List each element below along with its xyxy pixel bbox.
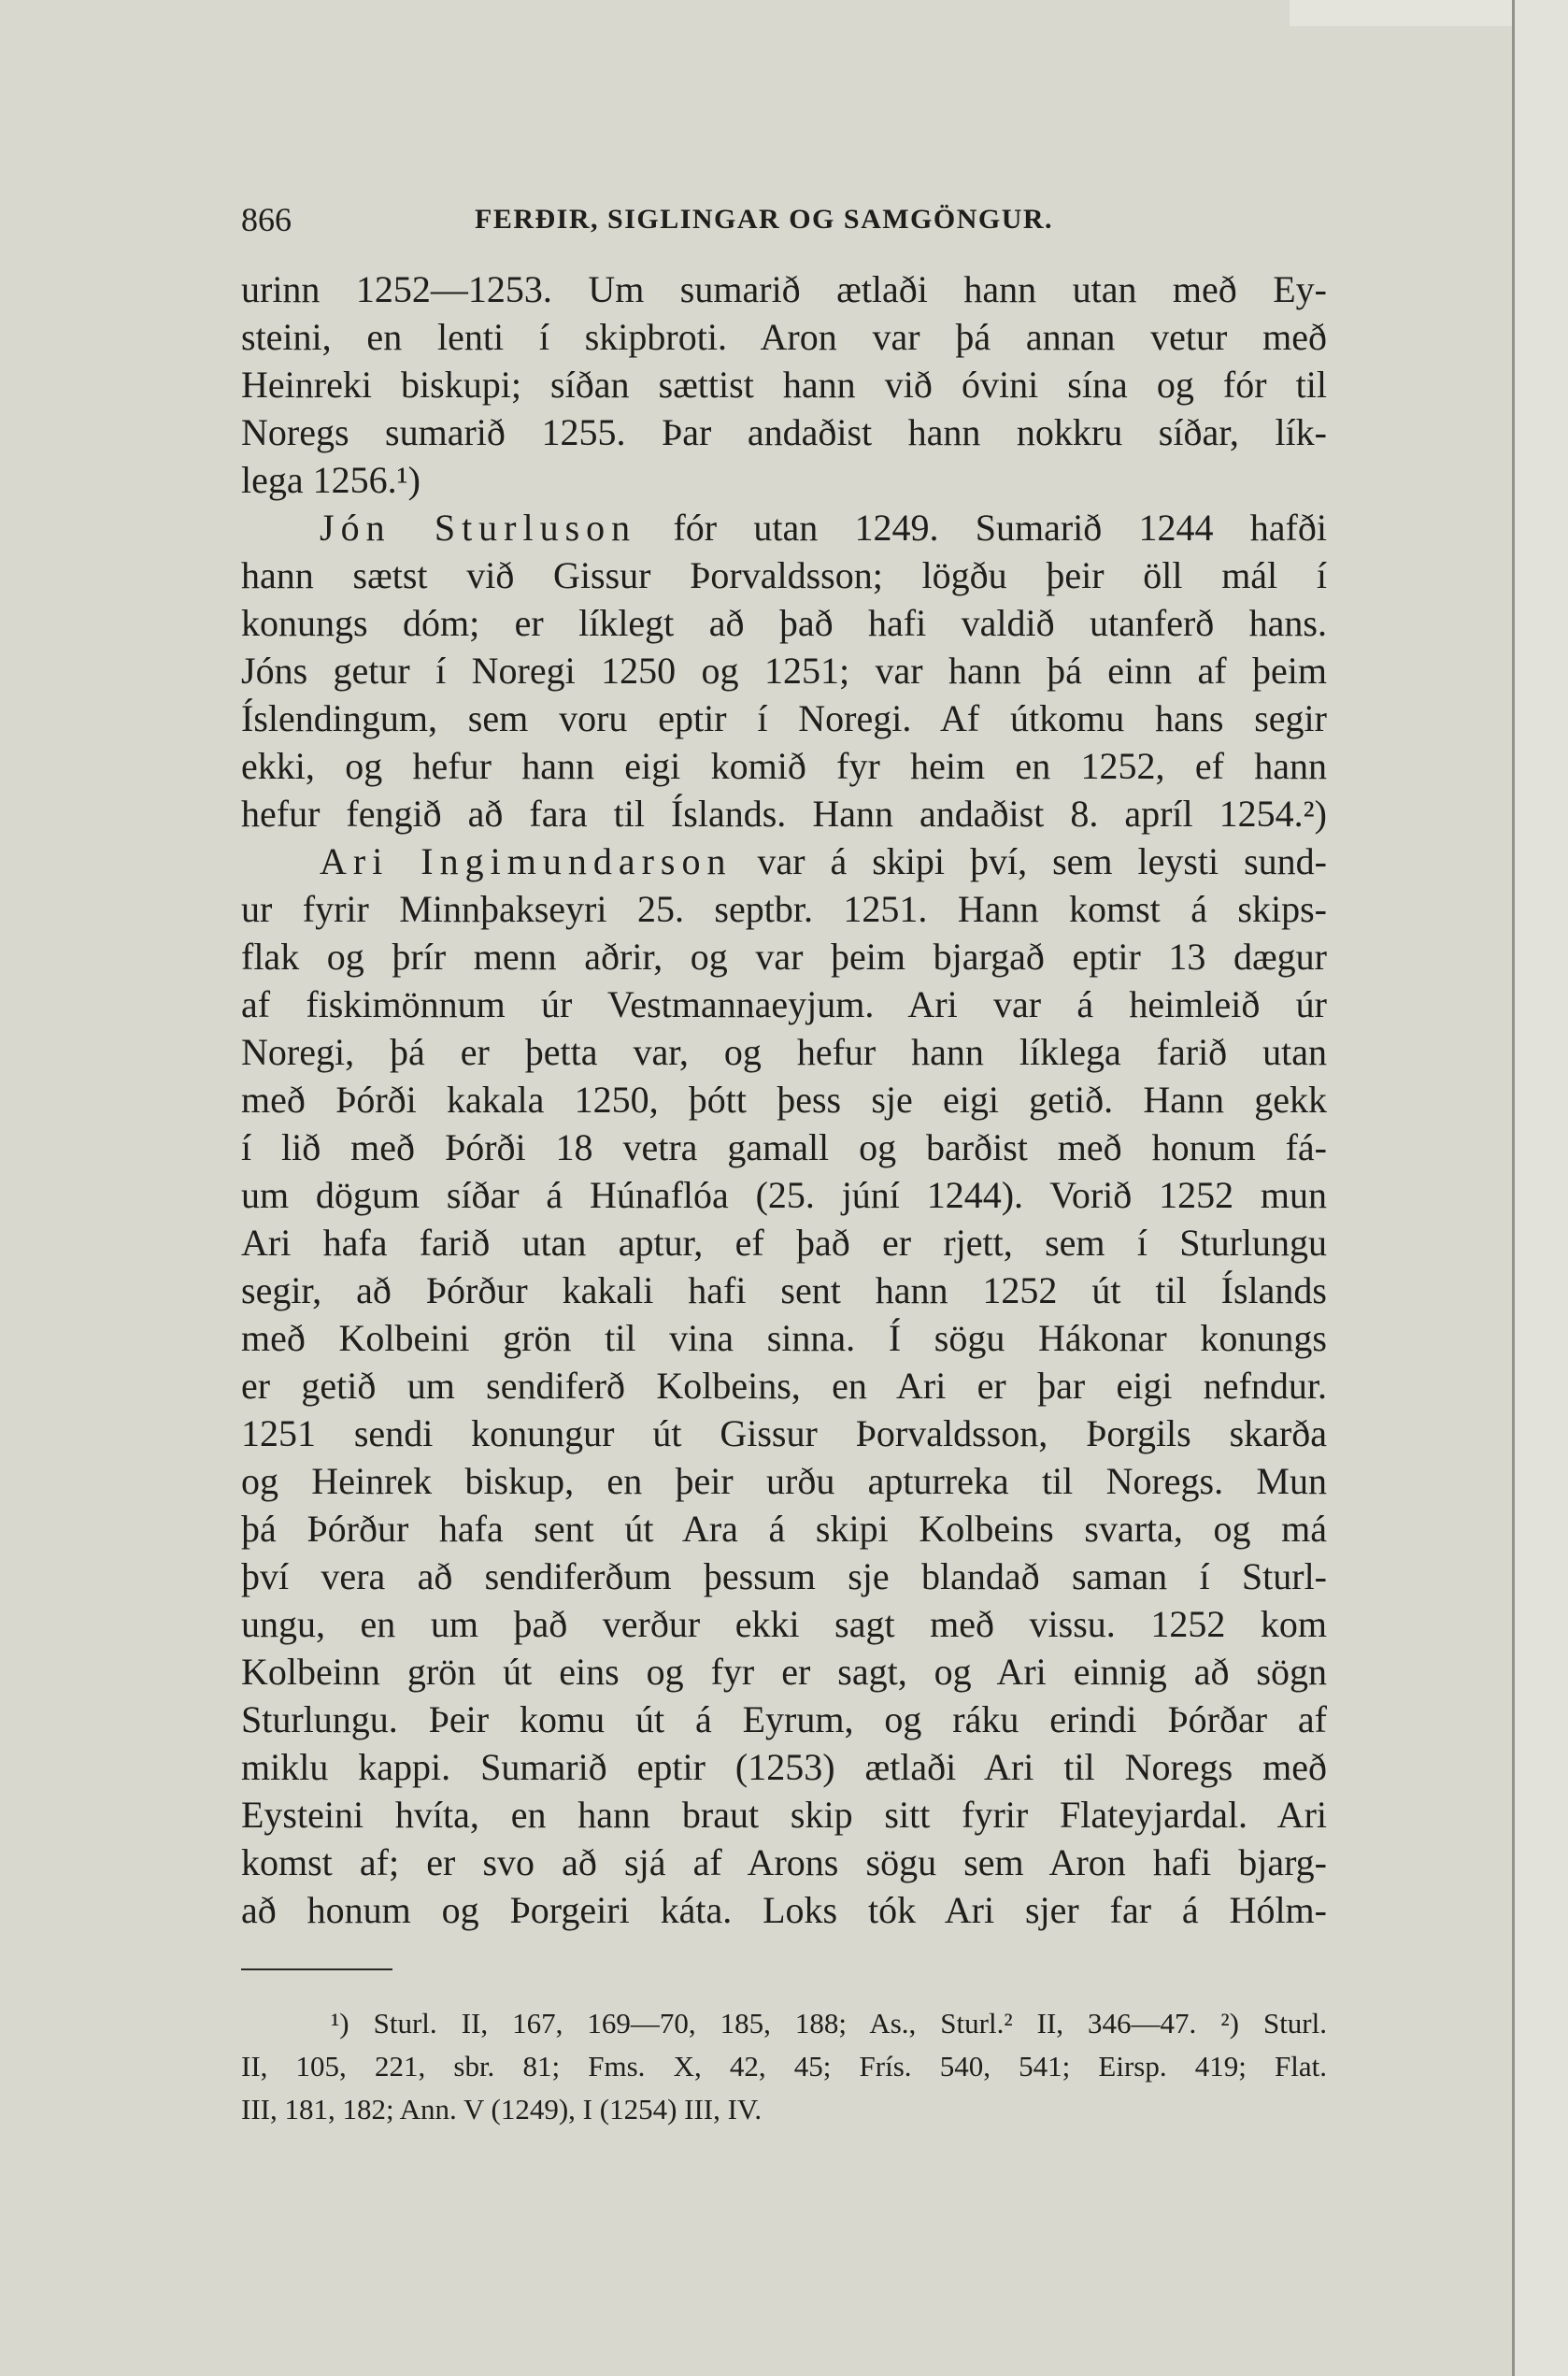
- line-text: ungu, en um það verður ekki sagt með vissu. 1252 kom: [241, 1603, 1327, 1645]
- text-line: [241, 408, 1327, 456]
- text-line: [241, 742, 1327, 790]
- line-text: Ari hafa farið utan aptur, ef það er rjett, sem í Sturlungu: [241, 1222, 1327, 1264]
- text-line: [241, 1696, 1327, 1743]
- page-number: 866: [241, 201, 292, 238]
- text-line: [241, 647, 1327, 694]
- page-header: [241, 200, 1327, 243]
- text-line: [241, 1076, 1327, 1124]
- line-text: II, 105, 221, sbr. 81; Fms. X, 42, 45; Frís. 540, 541; Eirsp. 419; Flat.: [241, 2050, 1327, 2083]
- line-text: er getið um sendiferð Kolbeins, en Ari er þar eigi nefndur.: [241, 1365, 1327, 1407]
- line-text: Íslendingum, sem voru eptir í Noregi. Af útkomu hans segir: [241, 697, 1327, 739]
- text-line: [241, 504, 1327, 551]
- line-text: með Þórði kakala 1250, þótt þess sje eigi getið. Hann gekk: [241, 1079, 1327, 1121]
- line-text: lega 1256.¹): [241, 459, 421, 501]
- text-line: [241, 1600, 1327, 1648]
- text-line: [241, 694, 1327, 742]
- text-line: [241, 1171, 1327, 1219]
- text-line: [241, 1505, 1327, 1553]
- text-line: [241, 313, 1327, 361]
- line-text: var á skipi því, sem leysti sund-: [732, 840, 1327, 882]
- line-text: fór utan 1249. Sumarið 1244 hafði: [636, 507, 1327, 549]
- text-line: [241, 1553, 1327, 1600]
- text-line: [241, 1457, 1327, 1505]
- text-line: [241, 599, 1327, 647]
- footnote-rule: [241, 1968, 392, 1970]
- text-line: [241, 265, 1327, 313]
- body-text: [241, 265, 1327, 1934]
- line-text: konungs dóm; er líklegt að það hafi valdið utanferð hans.: [241, 602, 1327, 644]
- line-text: Noregs sumarið 1255. Þar andaðist hann nokkru síðar, lík-: [241, 411, 1327, 453]
- line-text: miklu kappi. Sumarið eptir (1253) ætlaði Ari til Noregs með: [241, 1746, 1327, 1788]
- line-text: og Heinrek biskup, en þeir urðu apturreka til Noregs. Mun: [241, 1460, 1327, 1502]
- line-text: ur fyrir Minnþakseyri 25. septbr. 1251. Hann komst á skips-: [241, 888, 1327, 930]
- text-line: [241, 1886, 1327, 1934]
- line-text: steini, en lenti í skipbroti. Aron var þá annan vetur með: [241, 316, 1327, 358]
- text-line: [241, 1743, 1327, 1791]
- text-line: [241, 1410, 1327, 1457]
- text-line: [241, 1314, 1327, 1362]
- text-line: [241, 790, 1327, 837]
- text-line: [241, 837, 1327, 885]
- line-text: III, 181, 182; Ann. V (1249), I (1254) III, IV.: [241, 2093, 763, 2126]
- text-line: [241, 1648, 1327, 1696]
- text-line: [241, 361, 1327, 408]
- footnotes: [241, 2002, 1327, 2131]
- text-line: [241, 1267, 1327, 1314]
- text-line: [241, 1028, 1327, 1076]
- text-line: [241, 551, 1327, 599]
- spaced-name: Ari Ingimundarson: [320, 840, 733, 882]
- line-text: af fiskimönnum úr Vestmannaeyjum. Ari var á heimleið úr: [241, 983, 1327, 1025]
- text-line: [241, 933, 1327, 980]
- spaced-name: Jón Sturluson: [320, 507, 637, 549]
- text-line: [241, 1839, 1327, 1886]
- line-text: að honum og Þorgeiri káta. Loks tók Ari sjer far á Hólm-: [241, 1889, 1327, 1931]
- line-text: með Kolbeini grön til vina sinna. Í sögu Hákonar konungs: [241, 1317, 1327, 1359]
- text-line: [241, 1219, 1327, 1267]
- text-line: [241, 456, 1327, 504]
- line-text: ekki, og hefur hann eigi komið fyr heim en 1252, ef hann: [241, 745, 1327, 787]
- line-text: 1251 sendi konungur út Gissur Þorvaldsson, Þorgils skarða: [241, 1412, 1327, 1454]
- page-margin-right: [1515, 0, 1568, 2376]
- line-text: því vera að sendiferðum þessum sje blandað saman í Sturl-: [241, 1555, 1327, 1597]
- line-text: Eysteini hvíta, en hann braut skip sitt fyrir Flateyjardal. Ari: [241, 1794, 1327, 1836]
- line-text: Sturlungu. Þeir komu út á Eyrum, og ráku erindi Þórðar af: [241, 1698, 1327, 1740]
- line-text: um dögum síðar á Húnaflóa (25. júní 1244). Vorið 1252 mun: [241, 1174, 1327, 1216]
- line-text: Kolbeinn grön út eins og fyr er sagt, og Ari einnig að sögn: [241, 1651, 1327, 1693]
- line-text: urinn 1252—1253. Um sumarið ætlaði hann utan með Ey-: [241, 268, 1327, 310]
- footnote-line: [241, 2088, 1327, 2131]
- running-title: FERÐIR, SIGLINGAR OG SAMGÖNGUR.: [475, 204, 1054, 235]
- line-text: hefur fengið að fara til Íslands. Hann andaðist 8. apríl 1254.²): [241, 793, 1327, 835]
- page-edge: [1512, 0, 1515, 2376]
- text-line: [241, 1791, 1327, 1839]
- line-text: Noregi, þá er þetta var, og hefur hann líklega farið utan: [241, 1031, 1327, 1073]
- line-text: ¹) Sturl. II, 167, 169—70, 185, 188; As., Sturl.² II, 346—47. ²) Sturl.: [331, 2007, 1327, 2040]
- footnote-line: [241, 2002, 1327, 2045]
- text-line: [241, 980, 1327, 1028]
- text-line: [241, 885, 1327, 933]
- line-text: hann sætst við Gissur Þorvaldsson; lögðu þeir öll mál í: [241, 554, 1327, 596]
- line-text: Jóns getur í Noregi 1250 og 1251; var hann þá einn af þeim: [241, 650, 1327, 692]
- line-text: í lið með Þórði 18 vetra gamall og barðist með honum fá-: [241, 1126, 1327, 1168]
- footnote-line: [241, 2045, 1327, 2088]
- line-text: segir, að Þórður kakali hafi sent hann 1252 út til Íslands: [241, 1269, 1327, 1311]
- text-line: [241, 1362, 1327, 1410]
- line-text: Heinreki biskupi; síðan sættist hann við óvini sína og fór til: [241, 364, 1327, 406]
- text-line: [241, 1124, 1327, 1171]
- line-text: komst af; er svo að sjá af Arons sögu sem Aron hafi bjarg-: [241, 1841, 1327, 1883]
- line-text: flak og þrír menn aðrir, og var þeim bjargað eptir 13 dægur: [241, 936, 1327, 978]
- scan-shade: [1290, 0, 1512, 26]
- line-text: þá Þórður hafa sent út Ara á skipi Kolbeins svarta, og má: [241, 1508, 1327, 1550]
